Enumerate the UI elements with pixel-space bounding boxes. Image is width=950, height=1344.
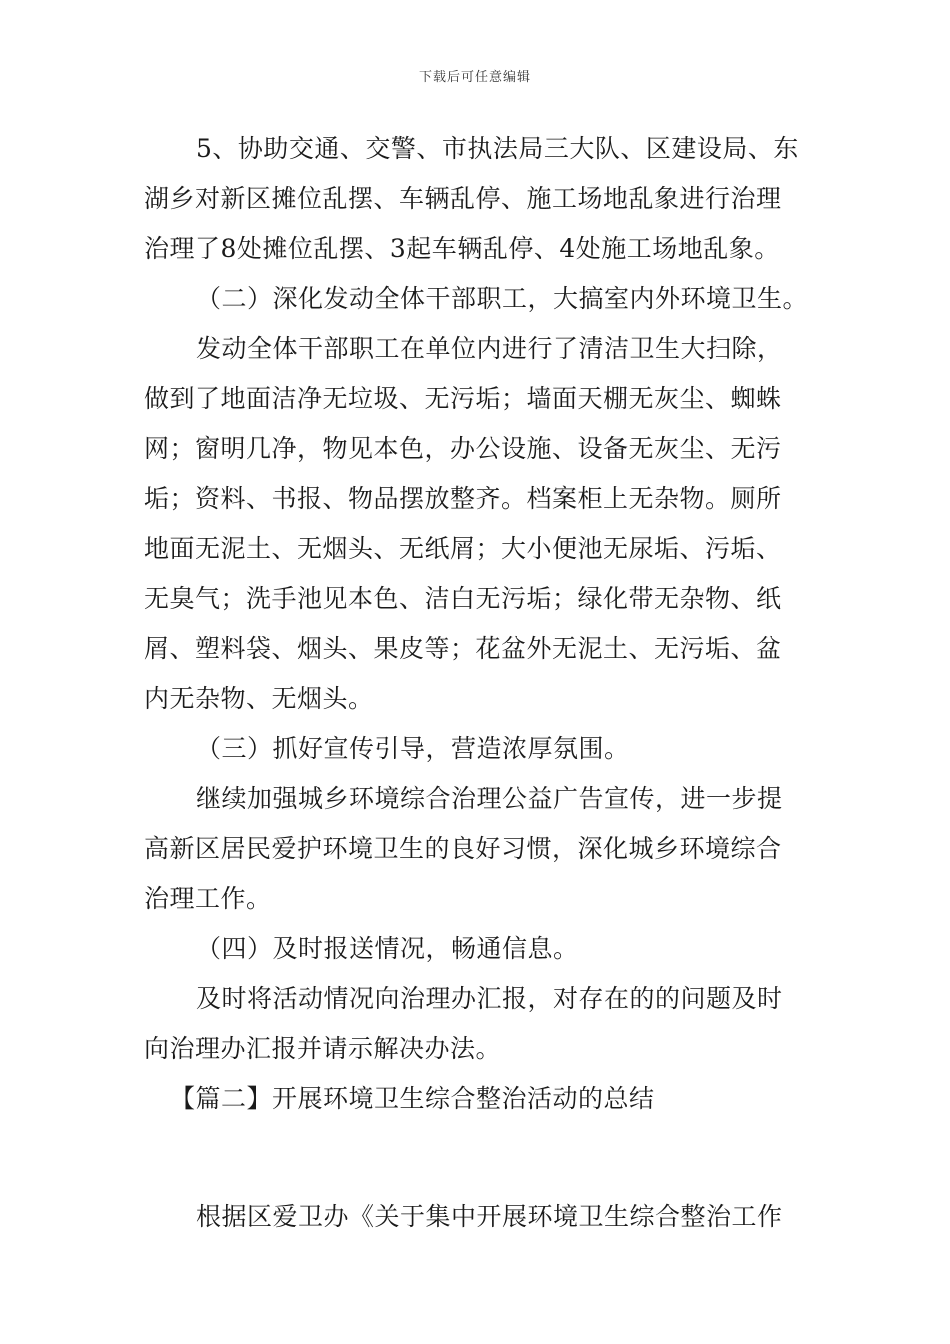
paragraph-line: 垢；资料、书报、物品摆放整齐。档案柜上无杂物。厕所: [144, 484, 782, 513]
section-heading: （四）及时报送情况，畅通信息。: [196, 934, 579, 963]
paragraph-line: 无臭气；洗手池见本色、洁白无污垢；绿化带无杂物、纸: [144, 584, 782, 613]
paragraph-line: 做到了地面洁净无垃圾、无污垢；墙面天棚无灰尘、蜘蛛: [144, 384, 782, 413]
paragraph-line: 及时将活动情况向治理办汇报，对存在的的问题及时: [196, 984, 783, 1013]
paragraph-line: 5、协助交通、交警、市执法局三大队、区建设局、东: [196, 134, 799, 163]
section-heading: （三）抓好宣传引导，营造浓厚氛围。: [196, 734, 630, 763]
paragraph-line: 治理工作。: [144, 884, 272, 913]
paragraph-line: 发动全体干部职工在单位内进行了清洁卫生大扫除，: [196, 334, 783, 363]
blank-spacer: [144, 1174, 809, 1192]
paragraph-line: 根据区爱卫办《关于集中开展环境卫生综合整治工作: [196, 1202, 783, 1231]
paragraph-line: 屑、塑料袋、烟头、果皮等；花盆外无泥土、无污垢、盆: [144, 634, 782, 663]
paragraph-line: 治理了8处摊位乱摆、3起车辆乱停、4处施工场地乱象。: [144, 234, 780, 263]
paragraph-line: 湖乡对新区摊位乱摆、车辆乱停、施工场地乱象进行治理: [144, 184, 782, 213]
paragraph-line: 内无杂物、无烟头。: [144, 684, 374, 713]
paragraph-line: 向治理办汇报并请示解决办法。: [144, 1034, 502, 1063]
chapter-title: 【篇二】开展环境卫生综合整治活动的总结: [170, 1084, 655, 1113]
document-body: [144, 124, 809, 1242]
paragraph-line: 地面无泥土、无烟头、无纸屑；大小便池无尿垢、污垢、: [144, 534, 782, 563]
paragraph-line: 网；窗明几净，物见本色，办公设施、设备无灰尘、无污: [144, 434, 782, 463]
blank-spacer: [144, 1124, 809, 1174]
paragraph-line: 高新区居民爱护环境卫生的良好习惯，深化城乡环境综合: [144, 834, 782, 863]
page-header-note: 下载后可任意编辑: [418, 70, 531, 85]
paragraph-line: 继续加强城乡环境综合治理公益广告宣传，进一步提: [196, 784, 783, 813]
section-heading: （二）深化发动全体干部职工，大搞室内外环境卫生。: [196, 284, 809, 313]
